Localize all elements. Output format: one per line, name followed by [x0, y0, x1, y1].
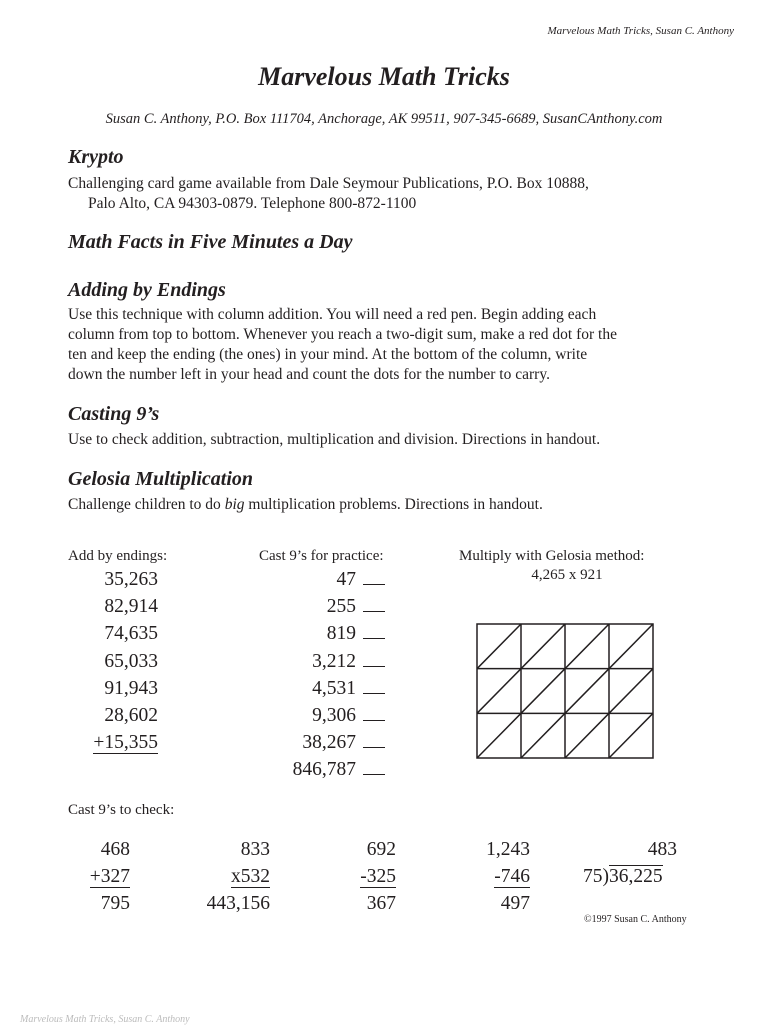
practice-number: 3,212	[312, 650, 356, 672]
grid-cell-diagonal	[565, 713, 609, 758]
addend: 28,602	[104, 705, 158, 727]
grid-cell-diagonal	[609, 669, 653, 714]
page-title: Marvelous Math Tricks	[258, 62, 510, 91]
heading-gelosia: Gelosia Multiplication	[68, 468, 254, 490]
adding-line-4: down the number left in your head and count the dots for the number to carry.	[68, 366, 550, 383]
add-by-endings-label: Add by endings:	[68, 548, 168, 564]
addend: 35,263	[104, 569, 158, 590]
gelosia-text-before: Challenge children to do	[68, 496, 225, 513]
grid-cell-diagonal	[477, 624, 521, 669]
multiplication-result: 443,156	[206, 893, 270, 915]
check-addition	[80, 836, 130, 918]
heading-krypto: Krypto	[68, 146, 124, 168]
heading-math-facts: Math Facts in Five Minutes a Day	[68, 231, 353, 253]
check-division	[583, 836, 677, 890]
adding-line-1: Use this technique with column addition. You will need a red pen. Begin adding each	[68, 306, 597, 323]
answer-blank	[363, 596, 385, 612]
answer-blank	[363, 732, 385, 748]
practice-number: 47	[336, 569, 356, 590]
cast-practice-column	[250, 566, 356, 784]
practice-blanks	[358, 566, 385, 784]
grid-cell-diagonal	[565, 624, 609, 669]
addend: 82,914	[104, 596, 158, 618]
gelosia-method-label: Multiply with Gelosia method:	[459, 548, 645, 564]
adding-by-endings-text	[68, 305, 617, 385]
division-dividend: 36,225	[609, 866, 663, 888]
multiplication-bottom: x532	[231, 866, 270, 888]
grid-cell-diagonal	[477, 713, 521, 758]
cast-practice-label: Cast 9’s for practice:	[259, 548, 384, 564]
gelosia-grid	[476, 623, 654, 759]
subtraction-top: 692	[366, 839, 396, 860]
addend: 65,033	[104, 650, 158, 672]
subtraction-bottom: -325	[360, 866, 396, 888]
answer-blank	[363, 759, 385, 775]
grid-cell-diagonal	[521, 669, 565, 714]
cast-check-label: Cast 9’s to check:	[68, 802, 175, 818]
grid-cell-diagonal	[609, 624, 653, 669]
practice-number: 38,267	[302, 732, 356, 754]
heading-adding-by-endings: Adding by Endings	[68, 279, 226, 301]
check-subtraction-2	[460, 836, 530, 918]
footer-bleed-text: Marvelous Math Tricks, Susan C. Anthony	[20, 1014, 190, 1025]
running-head: Marvelous Math Tricks, Susan C. Anthony	[547, 25, 734, 37]
practice-number: 846,787	[292, 759, 356, 781]
addition-result: 795	[100, 893, 130, 915]
answer-blank	[363, 623, 385, 639]
subtraction2-result: 497	[500, 893, 530, 915]
check-multiplication	[190, 836, 270, 918]
subtraction2-top: 1,243	[486, 839, 530, 860]
answer-blank	[363, 569, 385, 585]
addition-bottom: +327	[89, 866, 130, 888]
grid-cell-diagonal	[565, 669, 609, 714]
copyright: ©1997 Susan C. Anthony	[584, 914, 687, 925]
practice-number: 9,306	[312, 705, 356, 727]
krypto-text	[68, 174, 589, 214]
subtraction-result: 367	[366, 893, 396, 915]
krypto-line-2: Palo Alto, CA 94303-0879. Telephone 800-872-1100	[88, 195, 417, 212]
krypto-line-1: Challenging card game available from Dale Seymour Publications, P.O. Box 10888,	[68, 175, 589, 192]
division-divisor: 75	[583, 866, 603, 888]
heading-casting-nines: Casting 9’s	[68, 403, 160, 425]
practice-number: 819	[326, 623, 356, 645]
adding-line-3: ten and keep the ending (the ones) in your mind. At the bottom of the column, write	[68, 346, 588, 363]
gelosia-problem: 4,265 x 921	[531, 567, 603, 583]
subtraction2-bottom: -746	[494, 866, 530, 888]
grid-cell-diagonal	[521, 713, 565, 758]
grid-cell-diagonal	[477, 669, 521, 714]
check-subtraction	[330, 836, 396, 918]
answer-blank	[363, 651, 385, 667]
practice-number: 255	[326, 596, 356, 618]
addend: 91,943	[104, 677, 158, 699]
adding-line-2: column from top to bottom. Whenever you reach a two-digit sum, make a red dot for the	[68, 326, 617, 343]
addend: 74,635	[104, 623, 158, 645]
practice-number: 4,531	[312, 677, 356, 699]
answer-blank	[363, 705, 385, 721]
gelosia-text-emphasis: big	[224, 496, 245, 513]
casting-nines-text: Use to check addition, subtraction, multiplication and division. Directions in handout.	[68, 431, 601, 448]
division-quotient: 483	[647, 839, 677, 860]
addition-top: 468	[100, 839, 130, 860]
division-bracket: )	[602, 866, 609, 888]
add-by-endings-column	[70, 566, 158, 756]
gelosia-text-after: multiplication problems. Directions in handout.	[244, 496, 543, 513]
answer-blank	[363, 678, 385, 694]
gelosia-text	[68, 495, 543, 515]
contact-line: Susan C. Anthony, P.O. Box 111704, Anchorage, AK 99511, 907-345-6689, SusanCAnthony.com	[105, 111, 663, 127]
grid-cell-diagonal	[609, 713, 653, 758]
multiplication-top: 833	[240, 839, 270, 860]
addend-last: +15,355	[93, 732, 158, 754]
grid-cell-diagonal	[521, 624, 565, 669]
